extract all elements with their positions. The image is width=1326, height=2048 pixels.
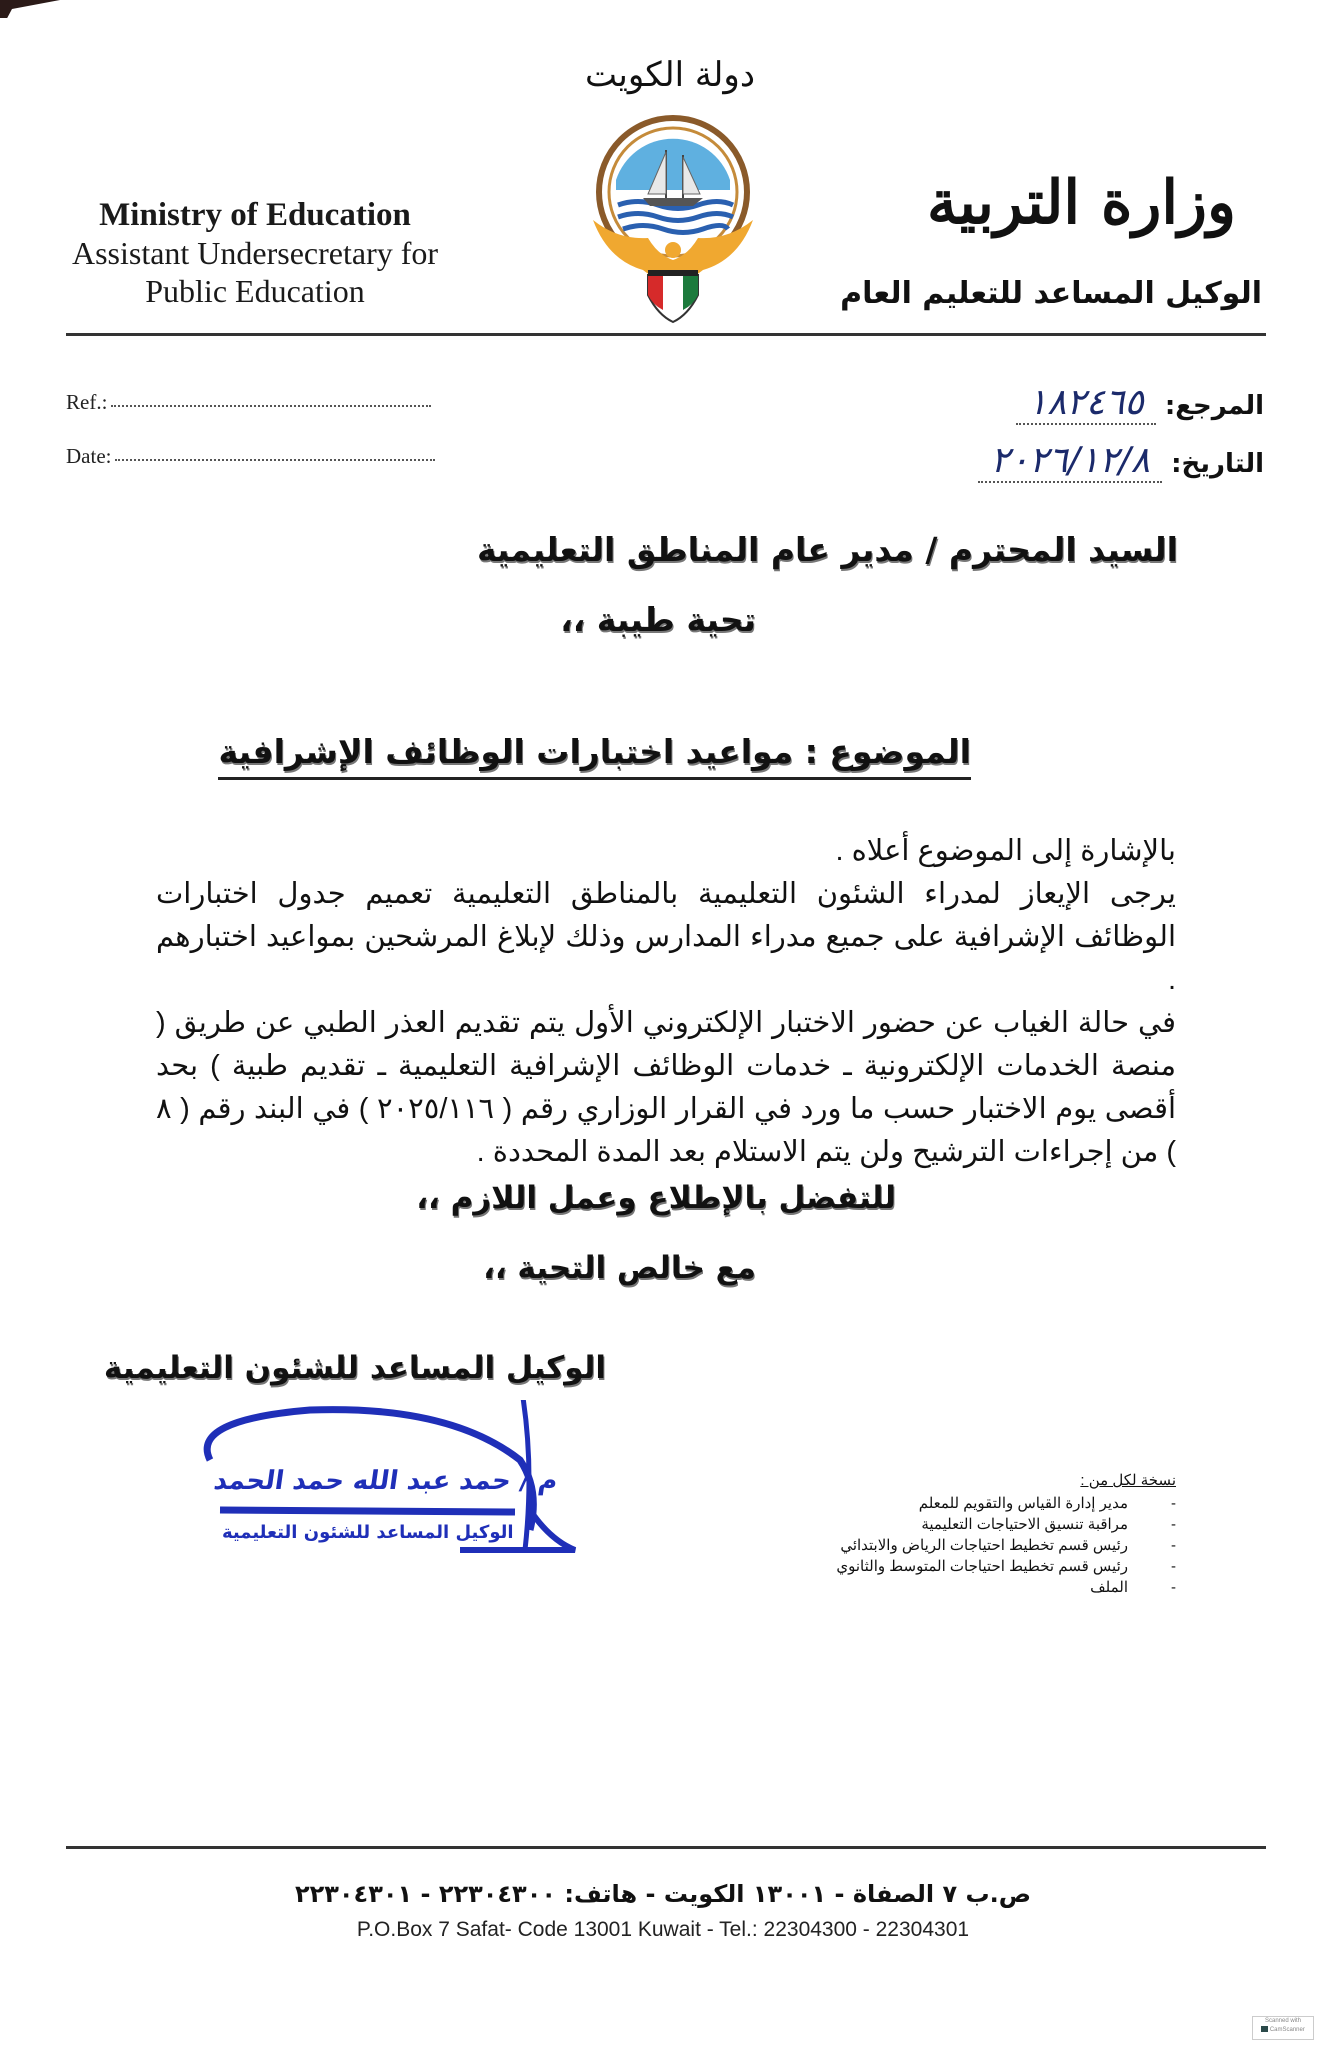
- footer-divider: [66, 1846, 1266, 1849]
- english-letterhead: [60, 196, 450, 310]
- cc-title: نسخة لكل من :: [1080, 1472, 1176, 1489]
- date-field-ar: [978, 440, 1264, 481]
- footer-address-ar: ص.ب ٧ الصفاة - ١٣٠٠١ الكويت - هاتف: ٢٢٣٠٤٣٠٠ - ٢٢٣٠٤٣٠١: [294, 1880, 1032, 1908]
- cc-item: - الملف: [1090, 1579, 1176, 1596]
- signatory-title: الوكيل المساعد للشئون التعليمية: [103, 1350, 606, 1386]
- kuwait-coat-of-arms-icon: [588, 110, 758, 325]
- ref-number-handwritten: ١٨٢٤٦٥: [1016, 382, 1156, 425]
- ref-label-ar: المرجع:: [1164, 391, 1264, 421]
- date-field-en: [66, 444, 435, 469]
- header-divider: [66, 333, 1266, 336]
- state-of-kuwait-title: دولة الكويت: [585, 55, 755, 95]
- department-name-en-line2: Public Education: [145, 273, 365, 309]
- scan-edge-artifact: [0, 0, 60, 18]
- body-paragraph-reference: بالإشارة إلى الموضوع أعلاه .: [835, 835, 1176, 867]
- footer-address-en: P.O.Box 7 Safat- Code 13001 Kuwait - Tel.: 22304300 - 22304301: [356, 1918, 970, 1941]
- department-name-ar: الوكيل المساعد للتعليم العام: [840, 276, 1262, 311]
- ref-label-en: Ref.:: [66, 390, 108, 414]
- addressee: السيد المحترم / مدير عام المناطق التعليمية: [477, 530, 1178, 569]
- cc-list: [836, 1470, 1176, 1598]
- greeting: تحية طيبة ،،: [560, 600, 756, 639]
- ref-dotted-line: [111, 405, 431, 407]
- watermark-line2: CamScanner: [1269, 2027, 1305, 2033]
- cc-item: - مراقبة تنسيق الاحتياجات التعليمية: [921, 1516, 1176, 1533]
- camscanner-watermark: [1252, 2016, 1314, 2040]
- date-handwritten: ٢٠٢٦/١٢/٨: [978, 440, 1162, 483]
- date-label-en: Date:: [66, 444, 112, 468]
- ministry-name-en: Ministry of Education: [99, 197, 411, 233]
- signer-role-stamp: الوكيل المساعد للشئون التعليمية: [222, 1522, 514, 1543]
- watermark-line1: Scanned with: [1264, 2018, 1302, 2024]
- closing-regards: مع خالص التحية ،،: [483, 1250, 756, 1286]
- ministry-name-ar: وزارة التربية: [926, 168, 1236, 238]
- date-dotted-line: [115, 459, 435, 461]
- body-paragraph-absence-policy: في حالة الغياب عن حضور الاختبار الإلكتروني الأول يتم تقديم العذر الطبي عن طريق ( منصة الخدمات الإلكترونية ـ خدمات الوظائف الإشرافية التعليمية ـ تقديم طبية ) بحد أقصى يوم الاختبار حسب ما ورد في القرار الوزاري رقم ( ٢٠٢٥/١١٦ ) في البند رقم ( ٨ ) من إجراءات الترشيح ولن يتم الاستلام بعد المدة المحددة .: [156, 1007, 1176, 1168]
- signer-name-stamp: م / حمد عبد الله حمد الحمد: [211, 1466, 560, 1496]
- ref-field-en: [66, 390, 431, 415]
- cc-item: - رئيس قسم تخطيط احتياجات الرياض والابتدائي: [840, 1537, 1176, 1554]
- department-name-en-line1: Assistant Undersecretary for: [71, 235, 439, 271]
- cc-item: - رئيس قسم تخطيط احتياجات المتوسط والثانوي: [836, 1558, 1176, 1575]
- letter-body: [156, 830, 1176, 1174]
- date-label-ar: التاريخ:: [1171, 449, 1264, 479]
- cc-item: - مدير إدارة القياس والتقويم للمعلم: [918, 1495, 1176, 1512]
- subject-line: الموضوع : مواعيد اختبارات الوظائف الإشرافية: [218, 732, 971, 780]
- camscanner-logo-icon: [1261, 2026, 1268, 2032]
- closing-request: للتفضل بالإطلاع وعمل اللازم ،،: [416, 1180, 896, 1216]
- ref-field-ar: [1016, 382, 1264, 423]
- body-paragraph-instruction: يرجى الإيعاز لمدراء الشئون التعليمية بالمناطق التعليمية تعميم جدول اختبارات الوظائف الإشرافية على جميع مدراء المدارس وذلك لإبلاغ المرشحين بمواعيد اختبارهم .: [156, 878, 1176, 996]
